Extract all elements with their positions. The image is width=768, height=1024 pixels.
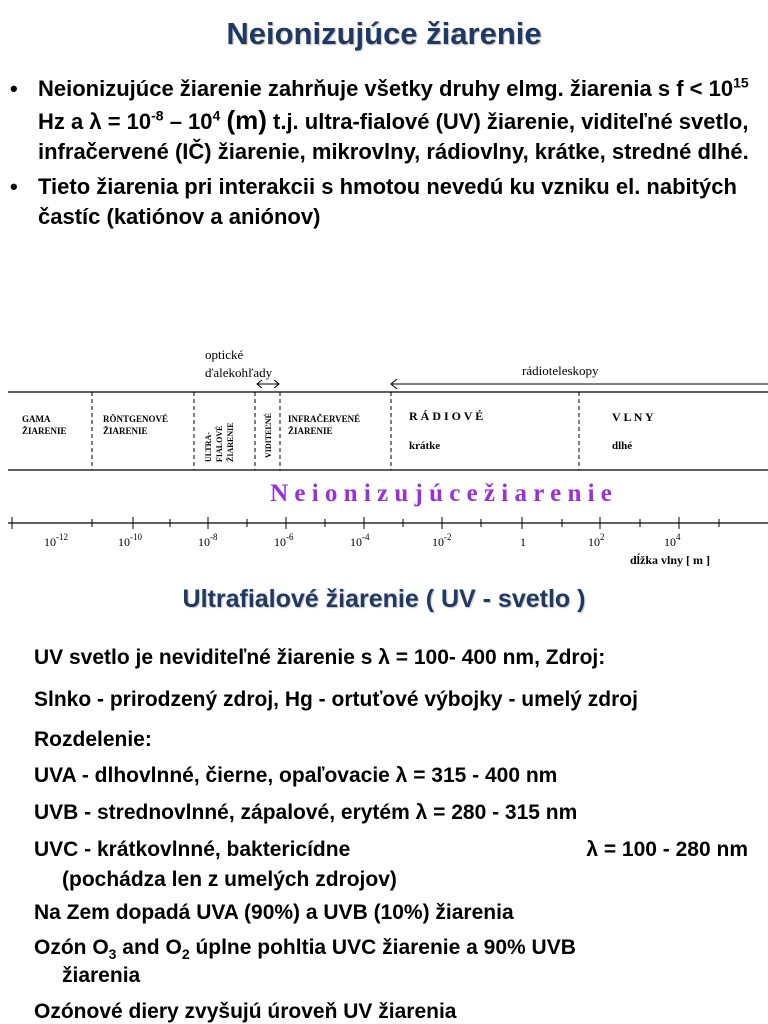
uv-line: Rozdelenie: — [34, 728, 152, 751]
band-radio-label: R Á D I O V É — [409, 409, 484, 423]
band-ir-label-2: ŽIARENIE — [288, 426, 333, 436]
tick-label: 1 — [520, 535, 526, 549]
bullet-text: Tieto žiarenia pri interakcii s hmotou nevedú ku vzniku el. nabitých častíc (katiónov a aniónov) — [38, 173, 737, 229]
uv-line — [34, 838, 748, 862]
uv-line: žiarenia — [62, 964, 141, 987]
optical-range-arrow — [257, 380, 279, 388]
band-uv-label-3: ŽIARENIE — [226, 422, 235, 462]
uvc-label: UVC - krátkovlnné, baktericídne — [34, 838, 351, 861]
band-xray-label-1: RÖNTGENOVÉ — [103, 414, 169, 424]
band-short-label: krátke — [409, 440, 441, 452]
uv-line: Slnko - prirodzený zdroj, Hg - ortuťové výbojky - umelý zdroj — [34, 688, 638, 711]
band-gamma-label-1: GAMA — [22, 414, 51, 424]
uv-line: UVA - dlhovlnné, čierne, opaľovacie λ = 315 - 400 nm — [34, 764, 558, 787]
tick-label: $10^{-10}$ — [118, 532, 142, 549]
tick-label: $10^2$ — [588, 532, 605, 549]
radio-telescopes-label: rádioteleskopy — [522, 363, 599, 378]
tick-label: $10^4$ — [664, 532, 681, 549]
uv-section-title: Ultrafialové žiarenie ( UV - svetlo ) — [182, 585, 586, 613]
band-long-label: dlhé — [612, 440, 633, 452]
band-uv-label-2: FIALOVÉ — [215, 425, 224, 462]
tick-label: $10^{-12}$ — [44, 532, 68, 549]
uv-line: (pochádza len z umelých zdrojov) — [62, 868, 397, 891]
optical-telescopes-label-2: ďalekohľady — [205, 365, 273, 380]
uvc-range: λ = 100 - 280 nm — [586, 838, 748, 861]
uv-line: UV svetlo je neviditeľné žiarenie s λ = 100- 400 nm, Zdroj: — [34, 646, 606, 669]
axis-label: dĺžka vlny [ m ] — [630, 553, 711, 567]
bullet-icon: • — [10, 76, 18, 101]
tick-label: $10^{-2}$ — [432, 532, 452, 549]
uv-line: Ozónové diery zvyšujú úroveň UV žiarenia — [34, 1000, 457, 1023]
uv-line: UVB - strednovlnné, zápalové, erytém λ = 280 - 315 nm — [34, 801, 578, 824]
band-uv-label-1: ULTRA- — [204, 432, 213, 462]
bullet-item — [8, 74, 760, 168]
uv-line: Na Zem dopadá UVA (90%) a UVB (10%) žiarenia — [34, 901, 514, 924]
band-ir-label-1: INFRAČERVENÉ — [288, 414, 361, 424]
band-gamma-label-2: ŽIARENIE — [22, 426, 67, 436]
tick-label: $10^{-4}$ — [350, 532, 370, 549]
spectrum-diagram — [0, 340, 768, 580]
tick-label: $10^{-8}$ — [198, 532, 218, 549]
band-xray-label-2: ŽIARENIE — [103, 426, 148, 436]
optical-telescopes-label-1: optické — [205, 347, 244, 362]
bullet-text: Neionizujúce žiarenie zahrňuje všetky druhy elmg. žiarenia s $f < 10^{15}$ Hz a $\lambda = 10^{-8} - 10^4$ (m) t.j. ultra-fialové (UV) žiarenie, viditeľné svetlo, infračervené (IČ) žiarenie, mikrovlny, rádiovlny, krátke, stredné dlhé. — [38, 74, 749, 164]
page-title: Neionizujúce žiarenie — [226, 16, 542, 51]
radio-range-arrow — [391, 379, 768, 389]
band-visible-label: VIDITEĽNÉ — [264, 413, 273, 458]
bullet-list — [8, 74, 760, 237]
bullet-item — [8, 172, 760, 233]
band-dividers — [92, 392, 579, 470]
nonionizing-banner: N e i o n i z u j ú c e ž i a r e n i e — [270, 480, 612, 507]
uv-line: Ozón $O_3$ and $O_2$ úplne pohltia UVC žiarenie a 90% UVB — [34, 936, 576, 963]
tick-label: $10^{-6}$ — [274, 532, 294, 549]
band-waves-label: V L N Y — [612, 410, 654, 424]
bullet-icon: • — [10, 173, 18, 199]
